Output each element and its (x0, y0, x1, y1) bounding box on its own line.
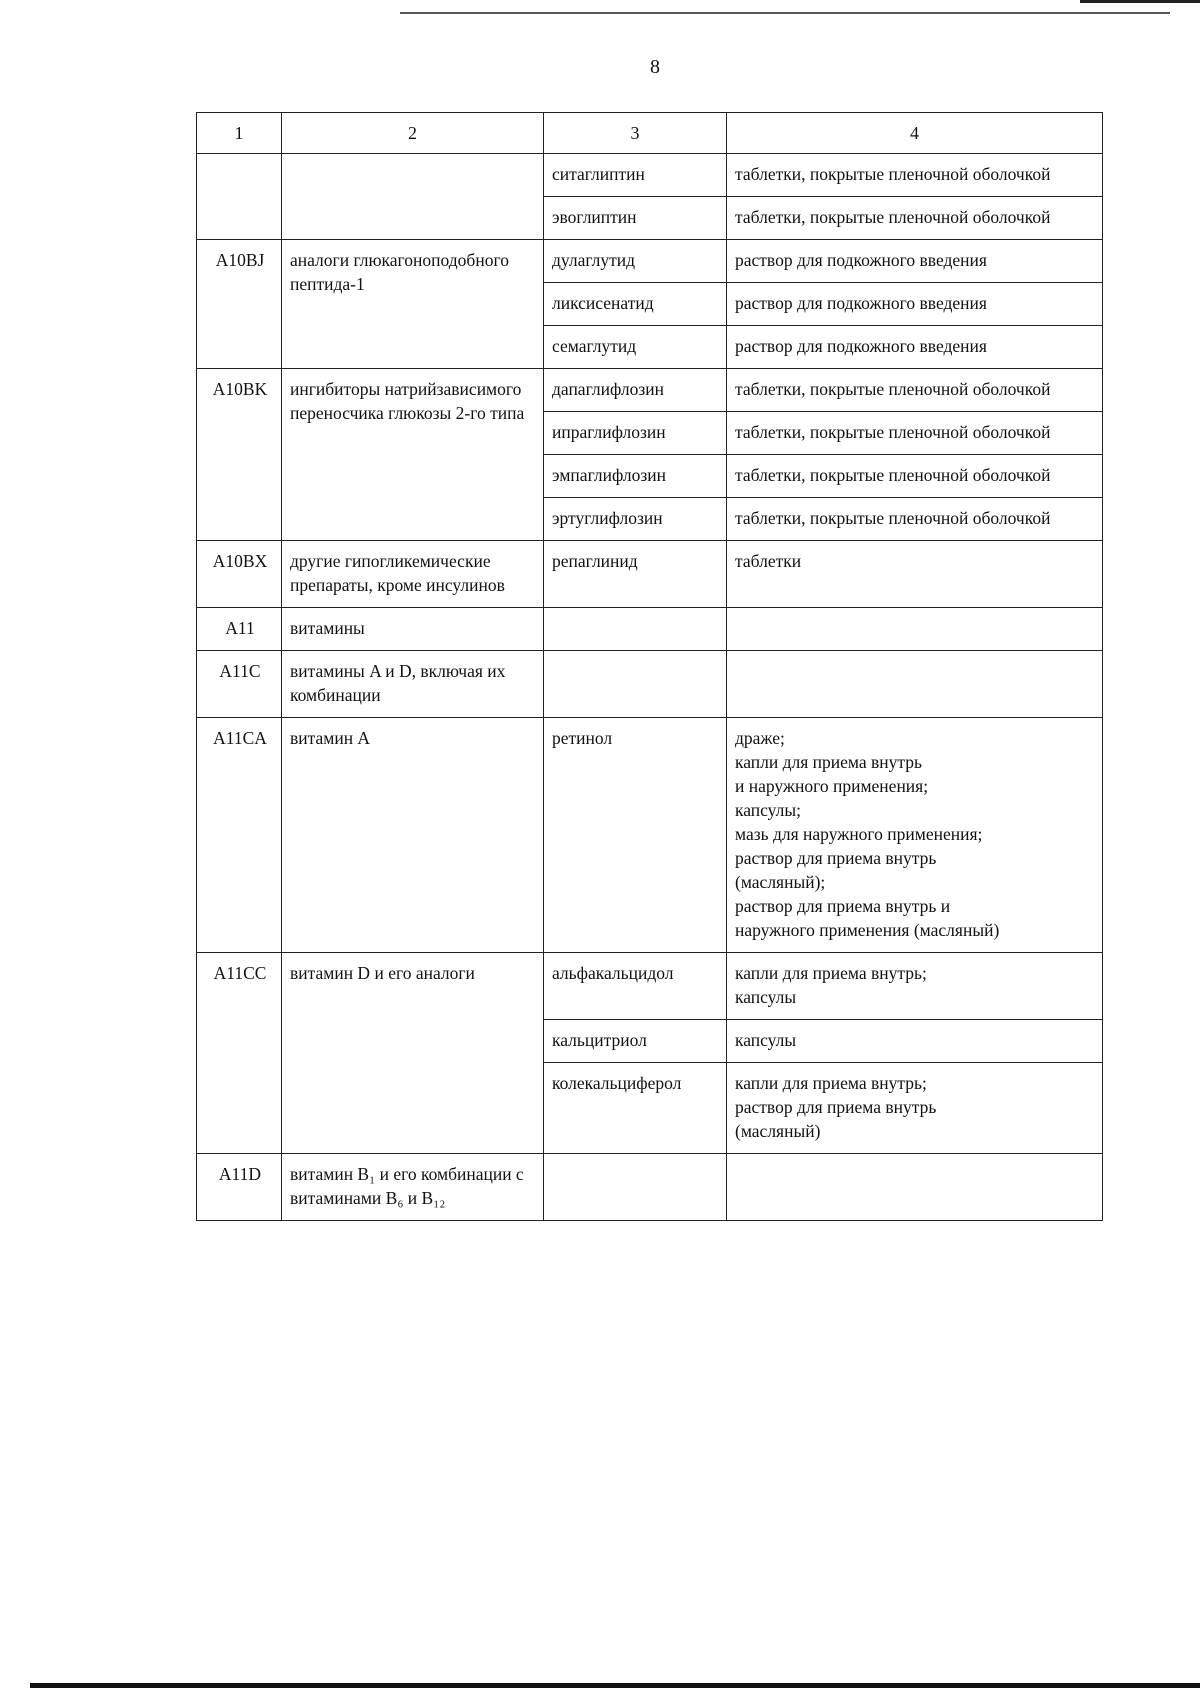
drug-name-cell: дапаглифлозин (544, 369, 727, 412)
drug-name-cell (544, 651, 727, 718)
header-cell: 2 (282, 113, 544, 154)
group-name-cell: аналоги глюкагоноподобного пептида-1 (282, 240, 544, 369)
dosage-form-cell: таблетки, покрытые пленочной оболочкой (727, 197, 1103, 240)
dosage-form-cell: капсулы (727, 1020, 1103, 1063)
atc-code-cell (197, 154, 282, 240)
dosage-form-cell: таблетки, покрытые пленочной оболочкой (727, 498, 1103, 541)
table-row (197, 541, 1103, 608)
atc-code-cell: A11CA (197, 718, 282, 953)
table-row (197, 369, 1103, 412)
header-cell: 4 (727, 113, 1103, 154)
atc-code-cell: A11C (197, 651, 282, 718)
drug-name-cell: ликсисенатид (544, 283, 727, 326)
drug-name-cell: репаглинид (544, 541, 727, 608)
drug-name-cell: колекальциферол (544, 1063, 727, 1154)
group-name-cell (282, 154, 544, 240)
dosage-form-cell: таблетки, покрытые пленочной оболочкой (727, 369, 1103, 412)
table-row (197, 154, 1103, 197)
dosage-form-cell: капли для приема внутрь; раствор для приема внутрь (масляный) (727, 1063, 1103, 1154)
drug-name-cell: альфакальцидол (544, 953, 727, 1020)
drug-name-cell: ситаглиптин (544, 154, 727, 197)
dosage-form-cell: раствор для подкожного введения (727, 240, 1103, 283)
scan-artifact-line (400, 12, 1170, 14)
group-name-cell: витамины A и D, включая их комбинации (282, 651, 544, 718)
drug-name-cell: ретинол (544, 718, 727, 953)
table-row (197, 1154, 1103, 1221)
atc-code-cell: A11CC (197, 953, 282, 1154)
dosage-form-cell: таблетки, покрытые пленочной оболочкой (727, 154, 1103, 197)
drug-name-cell: ипраглифлозин (544, 412, 727, 455)
table-row (197, 608, 1103, 651)
dosage-form-cell: капли для приема внутрь; капсулы (727, 953, 1103, 1020)
dosage-form-cell (727, 1154, 1103, 1221)
table-row (197, 240, 1103, 283)
atc-code-cell: A11D (197, 1154, 282, 1221)
drug-name-cell (544, 1154, 727, 1221)
scan-artifact-line (30, 1683, 1200, 1688)
table-row (197, 953, 1103, 1020)
table-row (197, 651, 1103, 718)
drug-name-cell: эмпаглифлозин (544, 455, 727, 498)
group-name-cell: витамин D и его аналоги (282, 953, 544, 1154)
atc-code-cell: A10BK (197, 369, 282, 541)
drug-name-cell: дулаглутид (544, 240, 727, 283)
atc-code-cell: A10BX (197, 541, 282, 608)
table-row (197, 718, 1103, 953)
group-name-cell: другие гипогликемические препараты, кроме инсулинов (282, 541, 544, 608)
page-number: 8 (650, 56, 660, 78)
dosage-form-cell: раствор для подкожного введения (727, 283, 1103, 326)
dosage-form-cell: таблетки, покрытые пленочной оболочкой (727, 412, 1103, 455)
table-header-row (197, 113, 1103, 154)
dosage-form-cell (727, 608, 1103, 651)
dosage-form-cell: таблетки, покрытые пленочной оболочкой (727, 455, 1103, 498)
dosage-form-cell: раствор для подкожного введения (727, 326, 1103, 369)
drug-name-cell: кальцитриол (544, 1020, 727, 1063)
group-name-cell: витамин A (282, 718, 544, 953)
atc-code-cell: A10BJ (197, 240, 282, 369)
group-name-cell: витамины (282, 608, 544, 651)
dosage-form-cell: драже; капли для приема внутрь и наружного применения; капсулы; мазь для наружного применения; раствор для приема внутрь (масляный); раствор для приема внутрь и наружного применения (масляный) (727, 718, 1103, 953)
header-cell: 3 (544, 113, 727, 154)
drug-name-cell: семаглутид (544, 326, 727, 369)
drug-name-cell (544, 608, 727, 651)
atc-code-cell: A11 (197, 608, 282, 651)
drug-table (196, 112, 1103, 1221)
scan-artifact-line (1080, 0, 1200, 3)
drug-name-cell: эртуглифлозин (544, 498, 727, 541)
drug-name-cell: эвоглиптин (544, 197, 727, 240)
dosage-form-cell (727, 651, 1103, 718)
group-name-cell: ингибиторы натрийзависимого переносчика глюкозы 2-го типа (282, 369, 544, 541)
header-cell: 1 (197, 113, 282, 154)
dosage-form-cell: таблетки (727, 541, 1103, 608)
group-name-cell: витамин B₁ и его комбинации с витаминами B₆ и B₁₂ (282, 1154, 544, 1221)
